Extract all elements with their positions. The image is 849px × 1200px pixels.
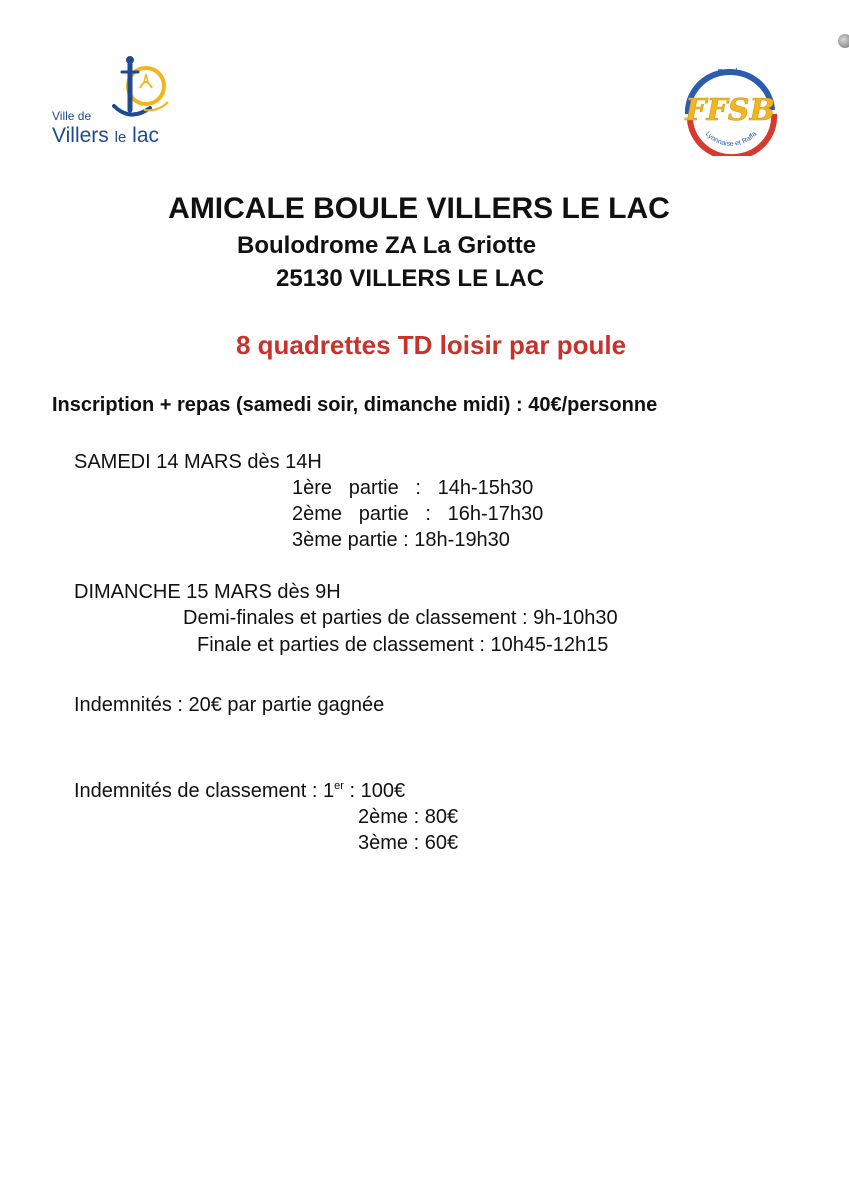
address-line-1: Boulodrome ZA La Griotte: [237, 232, 537, 259]
logo-left-end-text: lac: [132, 124, 160, 147]
saturday-heading: SAMEDI 14 MARS dès 14H: [74, 451, 322, 473]
logo-left-main-text: Villers: [52, 124, 109, 147]
classement-first-line: [74, 780, 405, 803]
saturday-part-3: 3ème partie : 18h-19h30: [292, 529, 510, 551]
logo-right-monogram: FFSB: [685, 93, 775, 128]
classement-first-superscript: er: [334, 780, 344, 792]
scroll-indicator[interactable]: [838, 34, 849, 48]
svg-text:Lyonnaise et Raffa: [704, 130, 759, 147]
indemnites-line: Indemnités : 20€ par partie gagnée: [74, 694, 385, 716]
inscription-line: Inscription + repas (samedi soir, dimanche midi) : 40€/personne: [52, 394, 658, 416]
logo-left-small-text: le: [114, 129, 127, 146]
classement-first-amount: : 100€: [343, 780, 406, 802]
page-title: AMICALE BOULE VILLERS LE LAC: [168, 192, 670, 225]
sunday-final: Finale et parties de classement : 10h45-12h15: [197, 634, 609, 656]
saturday-part-2: 2ème partie : 16h-17h30: [292, 503, 544, 525]
classement-third: 3ème : 60€: [358, 832, 459, 854]
address-line-2: 25130 VILLERS LE LAC: [276, 265, 545, 292]
svg-text:Villers le lac: [52, 124, 159, 147]
event-subtitle: 8 quadrettes TD loisir par poule: [235, 330, 627, 360]
sunday-heading: DIMANCHE 15 MARS dès 9H: [74, 581, 341, 603]
sunday-semifinals: Demi-finales et parties de classement : 9h-10h30: [183, 607, 618, 629]
logo-right-arc-bottom: Lyonnaise et Raffa: [703, 130, 759, 148]
logo-left-top-text: Ville de: [52, 109, 92, 123]
svg-text:Boule: [717, 66, 744, 78]
villers-le-lac-logo: [48, 52, 188, 152]
classement-label: Indemnités de classement :: [74, 780, 324, 802]
ffsb-logo: [676, 64, 786, 156]
logo-right-arc-top: Boule: [716, 65, 744, 78]
classement-first-number: 1: [323, 780, 335, 802]
saturday-part-1: 1ère partie : 14h-15h30: [292, 477, 534, 499]
classement-second: 2ème : 80€: [358, 806, 459, 828]
